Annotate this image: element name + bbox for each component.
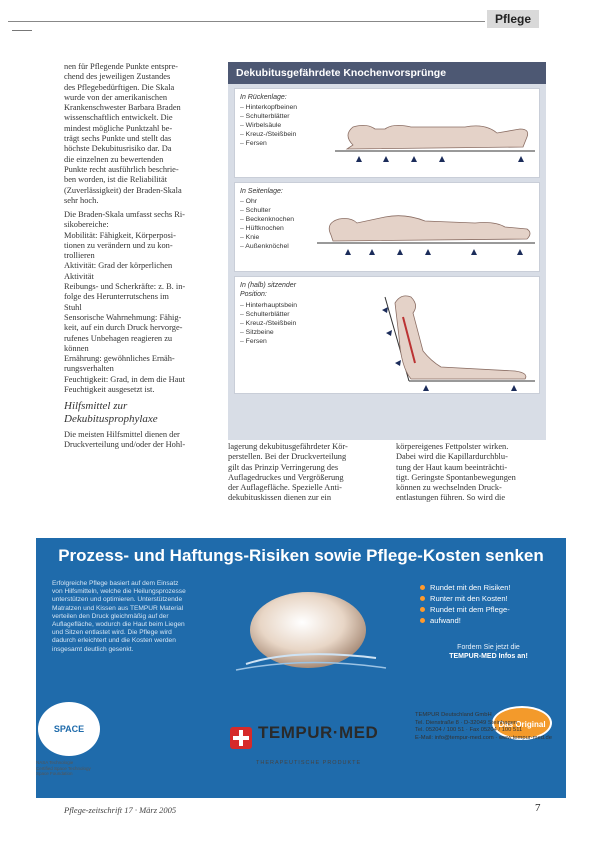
pressure-point-item: – Beckenknochen	[240, 215, 294, 224]
ad-body-line: Erfolgreiche Pflege basiert auf dem Einsatz	[52, 580, 179, 587]
column-1-risk-list	[64, 210, 216, 395]
text-line: Krankenschwester Barbara Braden	[64, 103, 181, 113]
ad-cta[interactable]	[416, 643, 561, 661]
panel-lateral-heading: In Seitenlage:	[240, 188, 283, 195]
text-line: keit, auf ein durch Druck hervorge-	[64, 323, 183, 333]
pressure-points-figure	[228, 62, 546, 440]
text-line: des Pflegebedürftigen. Die Skala	[64, 82, 175, 92]
text-line: tigt. Geringste Spontanbewegungen	[396, 472, 516, 482]
text-line: folge des Herunterrutschens im	[64, 292, 169, 302]
text-line: körpereigenes Fettpolster wirken.	[396, 442, 509, 451]
text-line: Aktivität	[64, 271, 94, 281]
text-line: Sensorische Wahrnehmung: Fähig-	[64, 312, 182, 322]
text-line: die einzelnen zu bewertenden	[64, 154, 164, 164]
column-1-paragraph-3	[64, 430, 216, 451]
text-line: der Auflagefläche. Spezielle Anti-	[228, 483, 342, 493]
supine-body-illustration	[235, 89, 541, 179]
panel-sitting-heading: In (halb) sitzender	[240, 282, 297, 289]
text-line: Reibungs- und Scherkräfte: z. B. in-	[64, 282, 186, 292]
text-line: trägt sechs Punkte und stellt das	[64, 134, 172, 144]
subhead-line-2: Dekubitusprophylaxe	[64, 413, 158, 425]
contact-line: E-Mail: info@tempur-med.com · www.tempur-med.de	[415, 734, 552, 741]
tempur-logo	[230, 713, 395, 753]
ad-body-line: Matratzen und Kissen aus TEMPUR Material	[52, 604, 184, 612]
text-line: Mobilität: Fähigkeit, Körperposi-	[64, 230, 176, 240]
header-rule	[8, 21, 485, 22]
pressure-point-item: – Sitzbeine	[240, 328, 297, 337]
contact-block	[415, 712, 575, 742]
pressure-point-item: – Wirbelsäule	[240, 121, 297, 130]
text-line: Ernährung: gewöhnliches Ernäh-	[64, 354, 175, 364]
text-line: tionen zu verändern und zu kon-	[64, 240, 173, 250]
pressure-point-item: – Außenknöchel	[240, 242, 294, 251]
text-line: können	[64, 343, 89, 353]
original-badge: Das Original	[492, 706, 552, 740]
column-2-text	[228, 442, 378, 504]
text-line: Die meisten Hilfsmittel dienen der	[64, 430, 180, 439]
text-line: wurde von der amerikanischen	[64, 92, 168, 102]
pressure-point-item: – Schulter	[240, 206, 294, 215]
medical-cross-icon	[230, 727, 252, 749]
text-line: trollieren	[64, 251, 95, 261]
text-line: entlastungen führen. So wird die	[396, 493, 506, 503]
lateral-body-illustration	[235, 183, 541, 273]
text-line: Dabei wird die Kapillardurchblu-	[396, 452, 508, 462]
pressure-point-item: – Hinterkopfbeinen	[240, 103, 297, 112]
tempur-tagline: THERAPEUTISCHE PRODUKTE	[256, 760, 362, 766]
ad-bullet: Runter mit den Kosten!	[420, 593, 560, 604]
figure-title: Dekubitusgefährdete Knochenvorsprünge	[228, 62, 546, 84]
text-line: nen für Pflegende Punkte entspre-	[64, 62, 178, 71]
tempur-advertisement	[36, 538, 566, 798]
ad-body-line: unterstützen und optimieren. Unterstützende	[52, 596, 183, 604]
pressure-point-item: – Hüftknochen	[240, 224, 294, 233]
ad-cta-line-1: Fordern Sie jetzt die	[457, 644, 520, 651]
ad-body	[52, 580, 218, 654]
contact-line: TEMPUR Deutschland GmbH	[415, 712, 492, 718]
text-line: rungsverhalten	[64, 364, 114, 374]
ad-body-line: und Sitzen entlastet wird. Die Pflege wird	[52, 629, 172, 637]
text-line: Die Braden-Skala umfasst sechs Ri-	[64, 210, 185, 219]
pressure-point-item: – Hinterhauptsbein	[240, 301, 297, 310]
text-line: dekubituskissen dienen zur ein	[228, 493, 332, 503]
panel-sitting	[234, 276, 540, 394]
text-line: höchste Dekubitusrisiko dar. Da	[64, 144, 172, 154]
text-line: Punkte recht ausführlich beschrie-	[64, 164, 179, 174]
space-caption-line: NASA Technologie	[36, 760, 74, 765]
text-line: können zu wechselnden Druck-	[396, 483, 502, 493]
pressure-point-item: – Fersen	[240, 337, 297, 346]
text-line: sikobereiche:	[64, 220, 109, 230]
pillow-illustration	[226, 578, 396, 688]
ad-bullet: Rundet mit den Risiken!	[420, 582, 560, 593]
pressure-point-item: – Kreuz-/Steißbein	[240, 130, 297, 139]
subhead-line-1: Hilfsmittel zur	[64, 400, 128, 412]
text-line: Druckverteilung und/oder der Hohl-	[64, 440, 186, 450]
journal-footer: Pflege-zeitschrift 17 · März 2005	[64, 805, 177, 815]
text-line: chend des jeweiligen Zustandes	[64, 72, 171, 82]
text-line: wissenschaftlich entwickelt. Die	[64, 113, 173, 123]
text-line: gilt das Prinzip Verringerung des	[228, 462, 339, 472]
space-logo: SPACE	[36, 700, 102, 758]
text-line: mindest mögliche Punktzahl be-	[64, 123, 173, 133]
contact-line: Tel. Dienstraße 8 · D-32049 Steinhagen	[415, 719, 518, 726]
ad-bullet: Rundet mit dem Pflege-	[420, 604, 560, 615]
ad-body-line: dadurch erleichtert und die Kosten werden	[52, 637, 176, 645]
panel-supine	[234, 88, 540, 178]
text-line: lagerung dekubitusgefährdeter Kör-	[228, 442, 348, 451]
pressure-point-item: – Kreuz-/Steißbein	[240, 319, 297, 328]
pressure-point-item: – Fersen	[240, 139, 297, 148]
page-number: 7	[535, 802, 541, 814]
column-1-paragraph-1	[64, 62, 216, 206]
ad-body-line: insgesamt deutlich gesenkt.	[52, 645, 134, 653]
text-line: Stuhl	[64, 302, 82, 312]
pressure-point-item: – Knie	[240, 233, 294, 242]
panel-lateral	[234, 182, 540, 272]
ad-cta-line-2: TEMPUR-MED Infos an!	[449, 653, 528, 660]
text-line: Feuchtigkeit: Grad, in dem die Haut	[64, 374, 185, 384]
text-line: (Zuverlässigkeit) der Braden-Skala	[64, 185, 182, 195]
ad-body-line: verteilen den Druck gleichmäßig auf der	[52, 612, 169, 620]
contact-line: Tel. 05204 / 100 51 · Fax 05204 / 100 511	[415, 727, 523, 734]
ad-body-line: von Hilfsmitteln, welche die Heilungsprozesse	[52, 588, 186, 596]
panel-sitting-heading-2: Position:	[240, 291, 267, 298]
space-caption-line: Space Foundation	[36, 771, 73, 776]
text-line: tung der Haut kaum beeinträchti-	[396, 462, 508, 472]
pressure-point-item: – Schulterblätter	[240, 310, 297, 319]
pressure-point-item: – Ohr	[240, 197, 294, 206]
ad-bullet: aufwand!	[420, 615, 560, 626]
ad-bullet-list	[420, 582, 560, 626]
text-line: perstellen. Bei der Druckverteilung	[228, 452, 347, 462]
tempur-brand: TEMPUR·MED	[258, 723, 379, 742]
text-line: sehr hoch.	[64, 195, 99, 205]
pressure-point-item: – Schulterblätter	[240, 112, 297, 121]
column-3-text	[396, 442, 546, 504]
text-line: rufenes Unbehagen reagieren zu	[64, 333, 173, 343]
text-line: ben worden, ist die Reliabilität	[64, 175, 168, 185]
space-logo-caption	[36, 760, 106, 777]
space-caption-line: Certified Space Technology	[36, 765, 91, 771]
ad-body-line: Auflagefläche, wodurch die Haut beim Liegen	[52, 621, 185, 629]
panel-supine-heading: In Rückenlage:	[240, 94, 287, 101]
text-line: Aktivität: Grad der körperlichen	[64, 261, 173, 271]
ad-headline: Prozess- und Haftungs-Risiken sowie Pflege-Kosten senken	[58, 546, 544, 565]
column-1-subsection	[64, 390, 216, 451]
corner-mark	[12, 30, 32, 31]
sitting-body-illustration	[235, 277, 541, 395]
section-tab: Pflege	[487, 10, 539, 28]
text-line: Feuchtigkeit ausgesetzt ist.	[64, 385, 155, 395]
text-line: Auflagedruckes und Vergrößerung	[228, 472, 344, 482]
